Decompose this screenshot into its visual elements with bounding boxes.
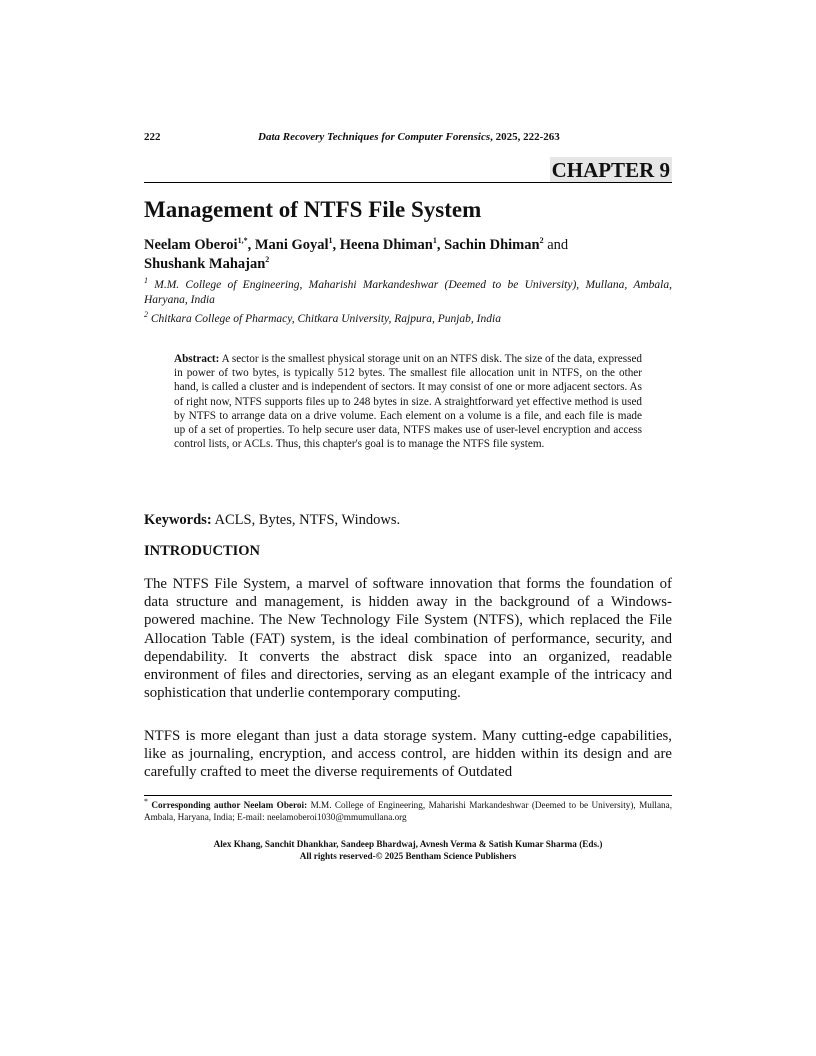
author-affiliation-marker: 2 <box>265 255 270 265</box>
footnote: * Corresponding author Neelam Oberoi: M.M. College of Engineering, Maharishi Markandeshwar (Deemed to be University), Mullana, Ambala, Haryana, India; E-mail: neelamoberoi1030@mmumullana.org <box>144 796 673 822</box>
author-name: Heena Dhiman <box>339 237 433 253</box>
footnote-text: M.M. College of Engineering, Maharishi Markandeshwar (Deemed to be University), Mullana, Ambala, Haryana, India; E-mail: neelamoberoi1030@mmumullana.org <box>144 800 673 822</box>
author-list: Neelam Oberoi$^{1,*}$, Mani Goyal$^1$, Heena Dhiman$^1$, Sachin Dhiman$^2$ and Shushank Mahajan$^2$ <box>144 236 569 272</box>
author-affiliation-marker: 1,* <box>237 236 248 246</box>
header-rule <box>144 182 672 183</box>
publisher-footer <box>144 838 672 862</box>
body-paragraph: The NTFS File System, a marvel of software innovation that forms the foundation of data structure and management, is hidden away in the background of a Windows-powered machine. The New Technology File System (NTFS), which replaced the File Allocation Table (FAT) system, is the ideal combination of performance, security, and dependability. It converts the abstract disk space into an organized, readable environment of files and directories, serving as an elegant example of the intricacy and sophistication that underlie contemporary computing. <box>144 576 672 702</box>
rights-line: All rights reserved-© 2025 Bentham Science Publishers <box>299 851 517 861</box>
author-name: Mani Goyal <box>254 237 329 253</box>
authors-and: and <box>547 237 569 253</box>
editors-line: Alex Khang, Sanchit Dhankhar, Sandeep Bhardwaj, Avnesh Verma & Satish Kumar Sharma (Eds.) <box>213 839 603 849</box>
author-name: Sachin Dhiman <box>444 237 540 253</box>
author-affiliation-marker: 2 <box>539 236 544 246</box>
keywords-label: Keywords: <box>144 512 212 528</box>
abstract-text: A sector is the smallest physical storage unit on an NTFS disk. The size of the data, expressed in power of two bytes, is typically 512 bytes. The smallest file allocation unit in NTFS, on the other hand, is called a cluster and is independent of sectors. It may consist of one or more adjacent sectors. As of right now, NTFS supports files up to 248 bytes in size. A straightforward yet effective method is used by NTFS to arrange data on a drive volume. Each element on a volume is a file, and each file is made up of a set of properties. To help secure user data, NTFS makes use of user-level encryption and access control lists, or ACLs. Thus, this chapter's goal is to manage the NTFS file system. <box>174 353 642 451</box>
body-paragraph: NTFS is more elegant than just a data storage system. Many cutting-edge capabilities, like as journaling, encryption, and access control, are hidden within its design and are carefully crafted to meet the diverse requirements of Outdated <box>144 728 672 781</box>
affiliation: $^2$ Chitkara College of Pharmacy, Chitkara University, Rajpura, Punjab, India <box>144 310 501 325</box>
chapter-label: CHAPTER 9 <box>551 158 670 182</box>
paper-title: Management of NTFS File System <box>144 197 482 222</box>
author-name: Neelam Oberoi <box>144 237 238 253</box>
page-number: 222 <box>144 131 161 143</box>
journal-title: Data Recovery Techniques for Computer Forensics <box>258 131 491 143</box>
keywords <box>144 512 672 529</box>
author-affiliation-marker: 1 <box>432 236 437 246</box>
keywords-text: ACLS, Bytes, NTFS, Windows. <box>214 512 401 528</box>
abstract-label: Abstract: <box>174 353 220 365</box>
section-heading: INTRODUCTION <box>144 543 261 559</box>
author-name: Shushank Mahajan <box>144 256 266 272</box>
journal-details: , 2025, 222-263 <box>490 131 560 143</box>
journal-citation <box>258 131 560 143</box>
footnote-label: Corresponding author Neelam Oberoi: <box>151 800 308 810</box>
footnote-rule <box>144 795 672 796</box>
author-affiliation-marker: 1 <box>328 236 333 246</box>
abstract <box>174 352 642 451</box>
affiliation: $^1$ M.M. College of Engineering, Maharishi Markandeshwar (Deemed to be University), Mullana, Ambala, Haryana, India <box>144 276 672 306</box>
